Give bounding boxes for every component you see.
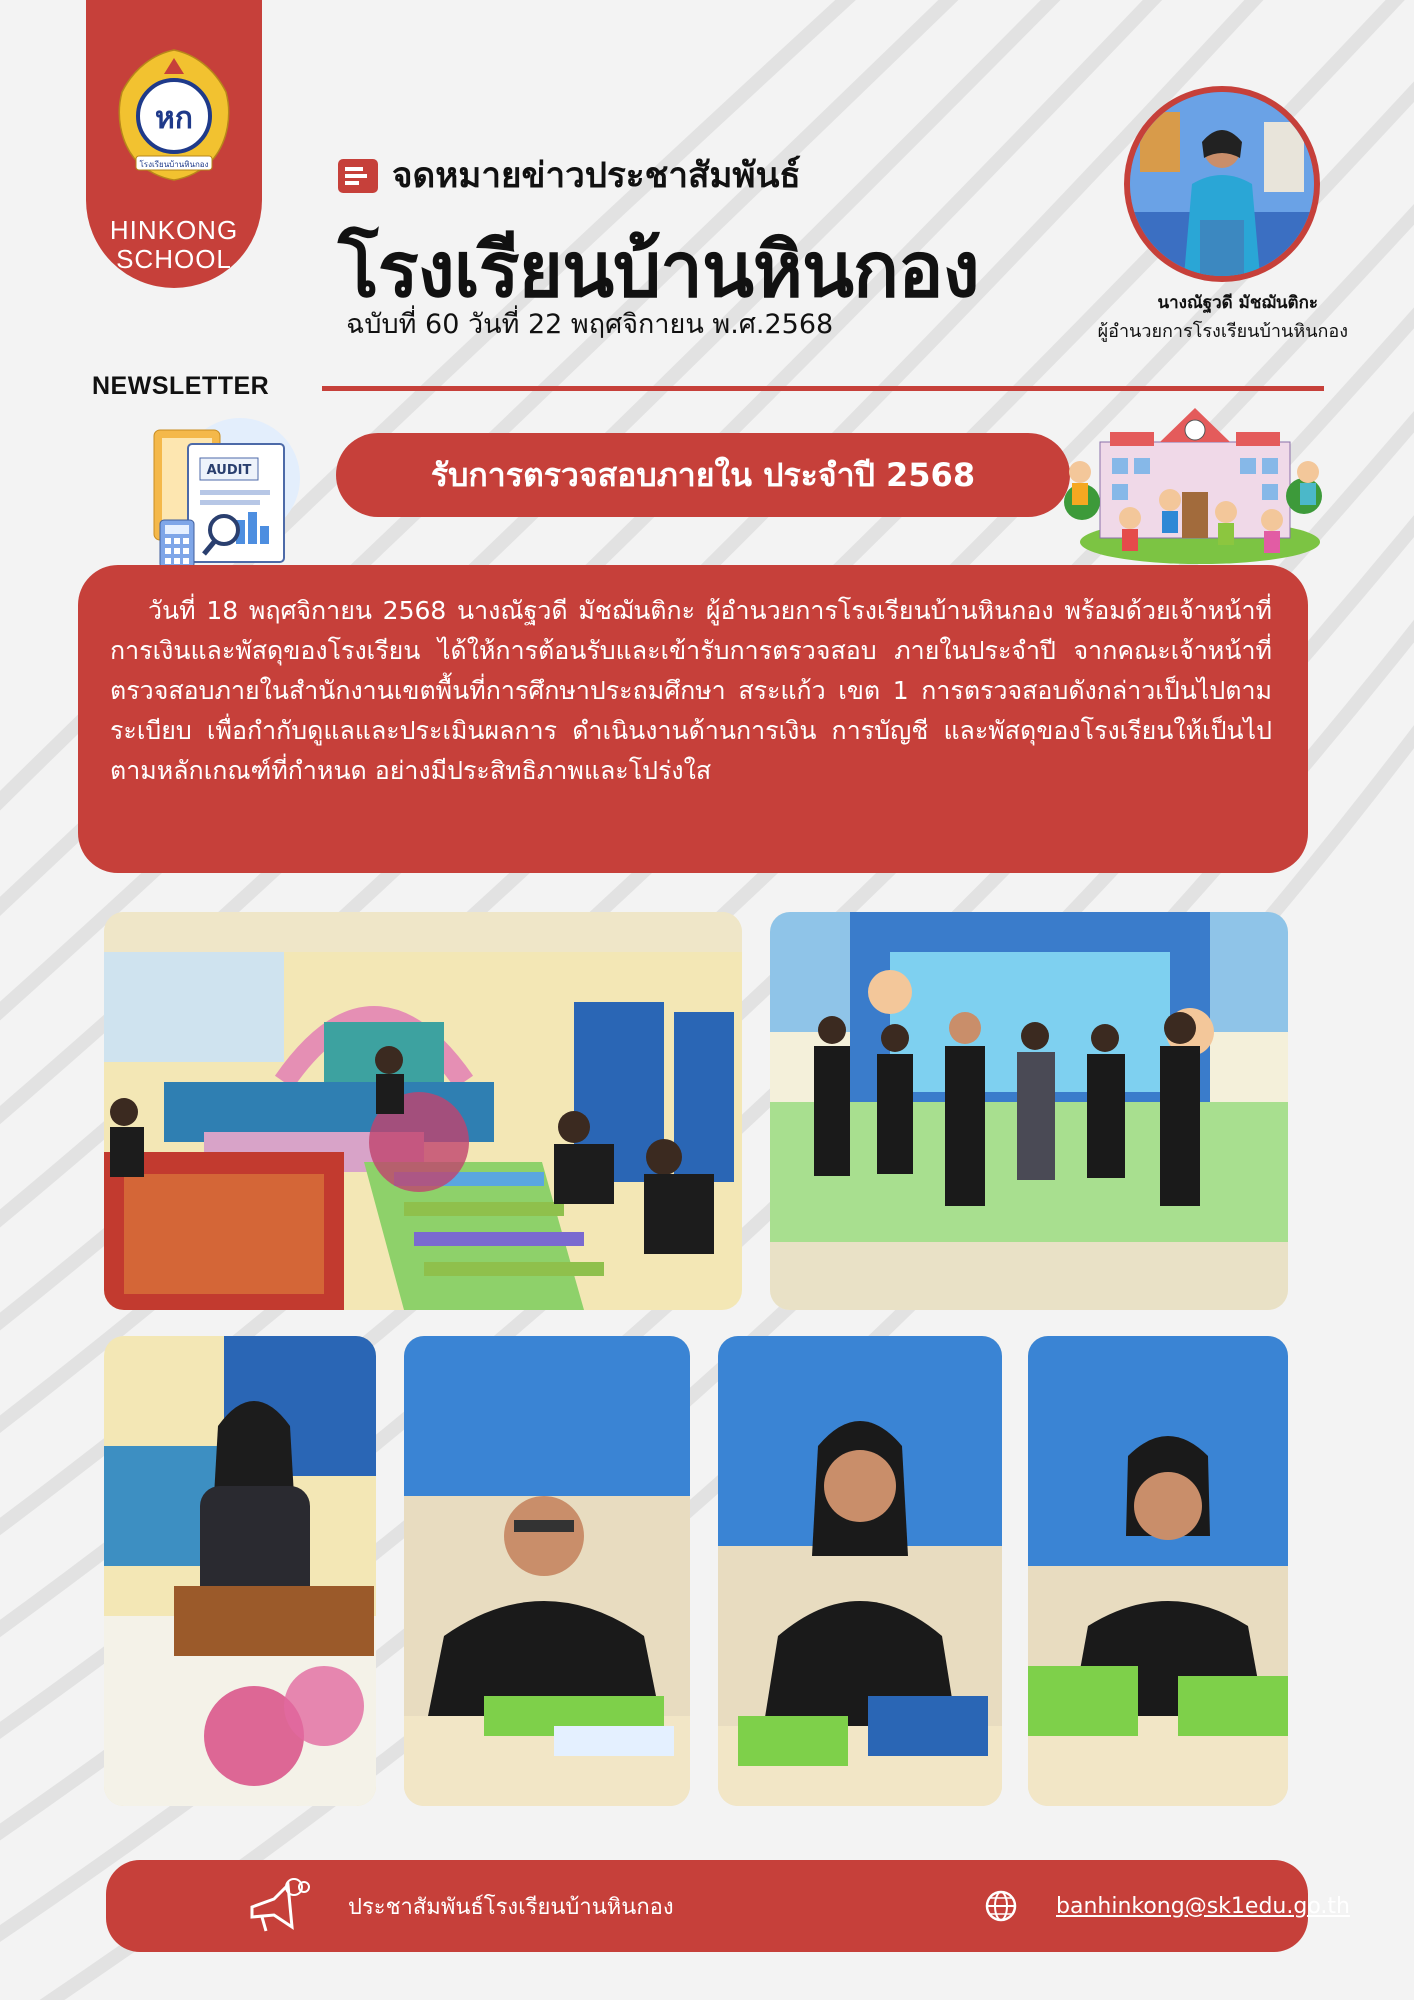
calculator-icon: [160, 520, 194, 568]
seal-caption: โรงเรียนบ้านหินกอง: [139, 160, 209, 169]
svg-text:หก: หก: [155, 101, 193, 136]
audit-illustration: [140, 408, 330, 578]
article-paragraph: [110, 591, 1272, 791]
logo-text-line1: HINKONG: [109, 215, 239, 245]
photo-man-seated: [404, 1336, 690, 1806]
footer-email-link[interactable]: banhinkong@sk1edu.go.th: [1056, 1893, 1350, 1919]
logo-text-line2: SCHOOL: [116, 244, 232, 274]
document-lines-icon: [338, 159, 378, 193]
photo-young-woman: [1028, 1336, 1288, 1806]
logo-caption: [86, 216, 262, 274]
issue-date-line: ฉบับที่ 60 วันที่ 22 พฤศจิกายน พ.ศ.2568: [346, 309, 834, 340]
newsletter-label: NEWSLETTER: [92, 372, 270, 400]
kicker-text: จดหมายข่าวประชาสัมพันธ์: [392, 156, 801, 196]
article-body: [78, 565, 1308, 873]
article-line: สระแก้ว เขต 1 การตรวจสอบดังกล่าวเป็นไปตามระเบียบ เพื่อกำกับดูแลและประเมินผลการ: [110, 676, 1272, 745]
photo-woman-glasses: [718, 1336, 1002, 1806]
article-line: วันที่ 18 พฤศจิกายน 2568 นางณัฐวดี มัชฌันติกะ ผู้อำนวยการโรงเรียนบ้านหินกอง: [148, 596, 1054, 625]
school-logo-tab: [86, 0, 262, 288]
school-building-icon: [1060, 372, 1322, 570]
article-line: ภายในประจำปี จากคณะเจ้าหน้าที่ตรวจสอบภายในสำนักงานเขตพื้นที่การศึกษาประถมศึกษา: [110, 636, 1272, 705]
footer-bar: [106, 1860, 1350, 1952]
footer-page-name[interactable]: ประชาสัมพันธ์โรงเรียนบ้านหินกอง: [348, 1894, 674, 1920]
article-line: พร้อมด้วยเจ้าหน้าที่การเงินและพัสดุของโรงเรียน ได้ให้การต้อนรับและเข้ารับการตรวจสอบ: [110, 596, 1273, 665]
topic-heading-pill: [336, 433, 1070, 517]
director-portrait: [1124, 86, 1320, 282]
article-line: ดำเนินงานด้านการเงิน การบัญชี และพัสดุของโรงเรียนให้เป็นไปตามหลักเกณฑ์ที่กำหนด: [110, 716, 1272, 785]
article-line: อย่างมีประสิทธิภาพและโปร่งใส: [374, 756, 712, 785]
photo-group-standing: [770, 912, 1288, 1310]
director-title: ผู้อำนวยการโรงเรียนบ้านหินกอง: [1097, 321, 1348, 342]
school-name-title: โรงเรียนบ้านหินกอง: [338, 225, 979, 314]
photo-meeting-room: [104, 912, 742, 1310]
globe-icon: [984, 1889, 1018, 1923]
school-seal-logo: [114, 44, 234, 184]
megaphone-icon: [248, 1877, 310, 1935]
topic-heading: รับการตรวจสอบภายใน ประจำปี 2568: [430, 455, 976, 494]
photo-director-seated: [104, 1336, 376, 1806]
director-name: นางณัฐวดี มัชฌันติกะ: [1157, 293, 1318, 313]
audit-badge: AUDIT: [206, 463, 252, 478]
newsletter-kicker: [338, 148, 801, 203]
audit-clipboard-icon: [188, 444, 284, 562]
